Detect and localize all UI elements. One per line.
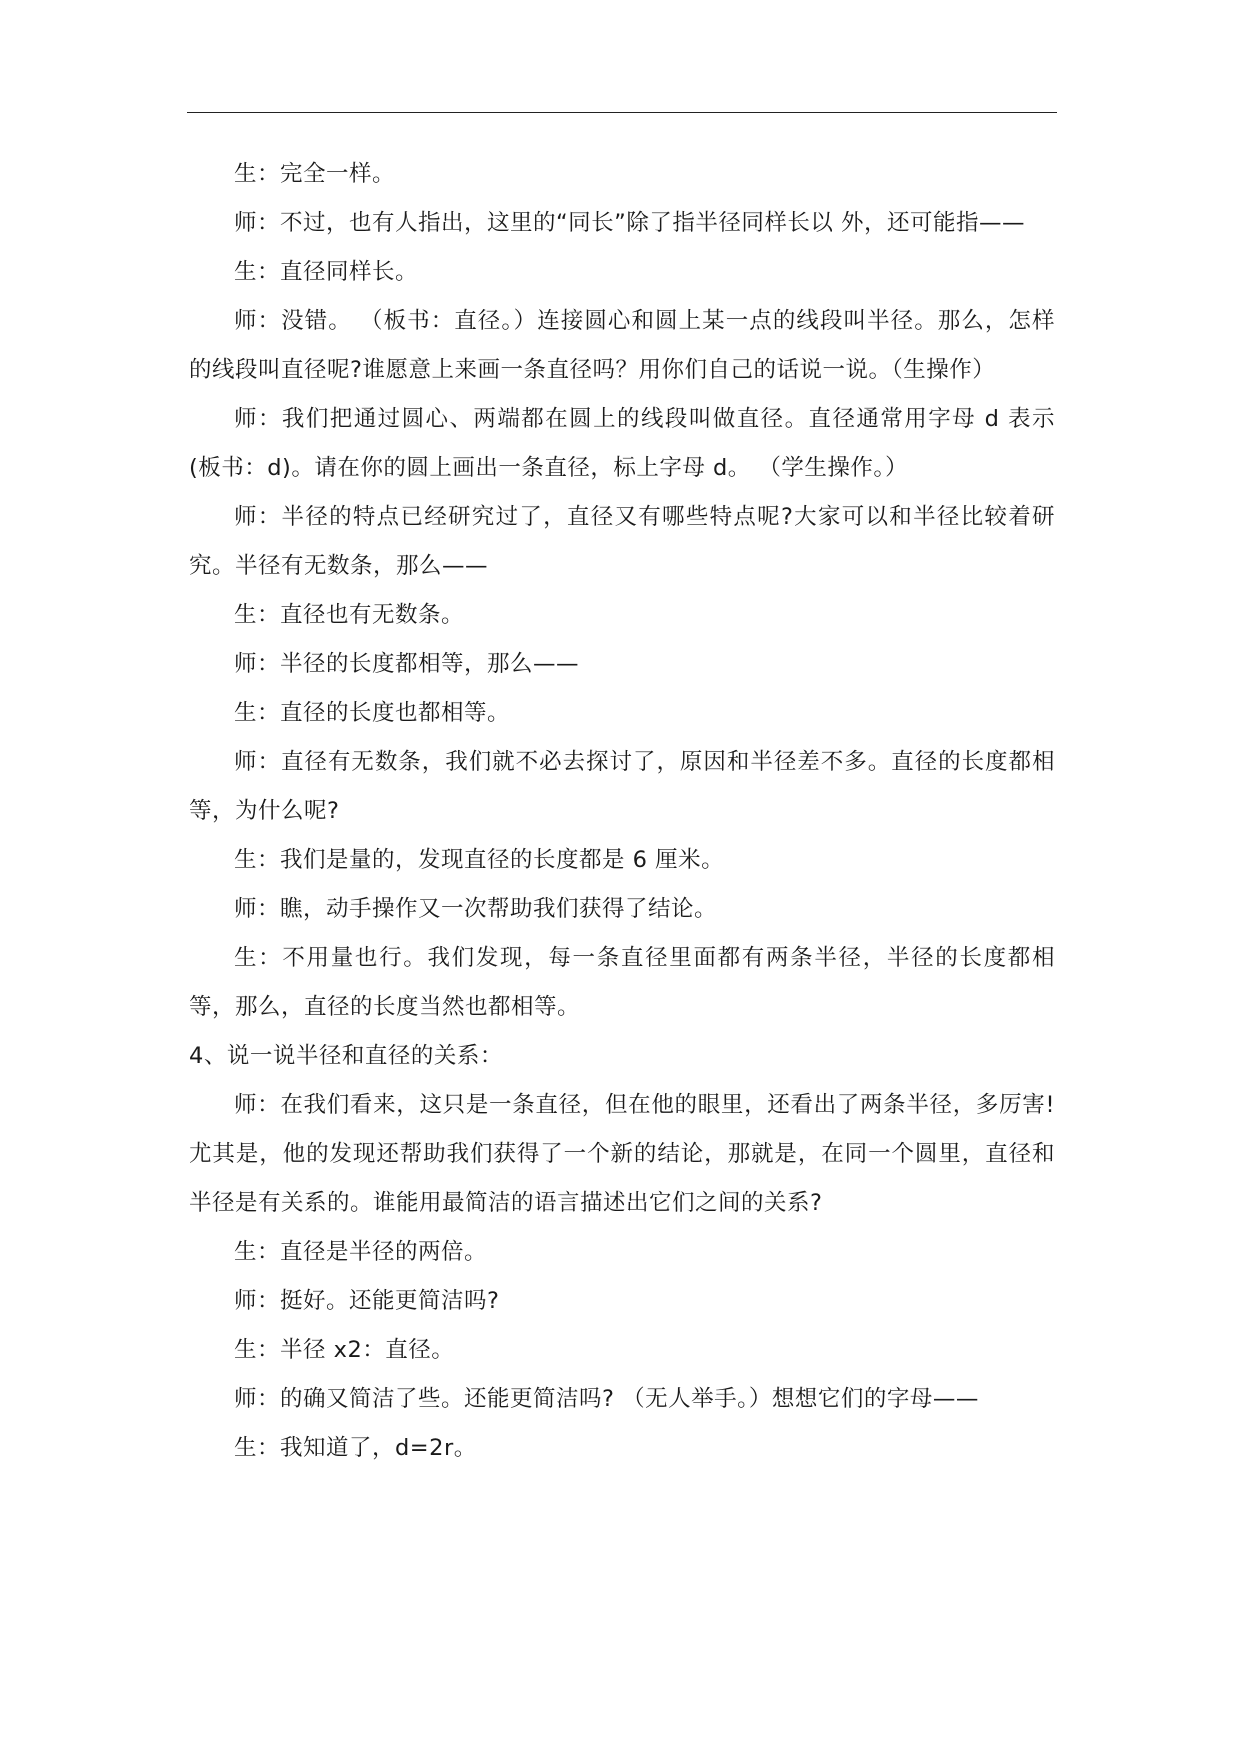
section-heading: 4、说一说半径和直径的关系： xyxy=(189,1043,503,1069)
paragraph: 师：半径的特点已经研究过了，直径又有哪些特点呢?大家可以和半径比较着研究。半径有无数条，那么—— xyxy=(189,504,1055,579)
paragraph: 师：的确又简洁了些。还能更简洁吗? （无人举手。）想想它们的字母—— xyxy=(234,1386,979,1412)
paragraph: 生：我知道了，d=2r。 xyxy=(234,1435,477,1461)
paragraph: 生：完全一样。 xyxy=(234,161,396,187)
paragraph: 师：半径的长度都相等，那么—— xyxy=(234,651,580,677)
paragraph: 生：直径是半径的两倍。 xyxy=(234,1239,488,1265)
paragraph: 师：直径有无数条，我们就不必去探讨了，原因和半径差不多。直径的长度都相等，为什么呢? xyxy=(189,749,1055,824)
paragraph: 师：我们把通过圆心、两端都在圆上的线段叫做直径。直径通常用字母 d 表示(板书：d)。请在你的圆上画出一条直径，标上字母 d。 （学生操作。） xyxy=(189,406,1055,481)
paragraph: 生：直径同样长。 xyxy=(234,259,419,285)
document-body xyxy=(189,150,1055,1473)
paragraph: 师：挺好。还能更简洁吗? xyxy=(234,1288,500,1314)
header-rule xyxy=(187,112,1057,113)
paragraph: 师：没错。 （板书：直径。）连接圆心和圆上某一点的线段叫半径。那么，怎样的线段叫直径呢?谁愿意上来画一条直径吗？用你们自己的话说一说。（生操作） xyxy=(189,308,1055,383)
paragraph: 生：半径 x2：直径。 xyxy=(234,1337,455,1363)
paragraph: 生：直径也有无数条。 xyxy=(234,602,465,628)
paragraph: 生：直径的长度也都相等。 xyxy=(234,700,511,726)
paragraph: 师：不过，也有人指出，这里的“同长”除了指半径同样长以 外，还可能指—— xyxy=(234,210,1025,236)
paragraph: 师：瞧，动手操作又一次帮助我们获得了结论。 xyxy=(234,896,718,922)
paragraph: 师：在我们看来，这只是一条直径，但在他的眼里，还看出了两条半径，多厉害!尤其是，他的发现还帮助我们获得了一个新的结论，那就是，在同一个圆里，直径和半径是有关系的。谁能用最简洁的语言描述出它们之间的关系? xyxy=(189,1092,1055,1216)
paragraph: 生：我们是量的，发现直径的长度都是 6 厘米。 xyxy=(234,847,725,873)
paragraph: 生：不用量也行。我们发现，每一条直径里面都有两条半径，半径的长度都相等，那么，直径的长度当然也都相等。 xyxy=(189,945,1055,1020)
